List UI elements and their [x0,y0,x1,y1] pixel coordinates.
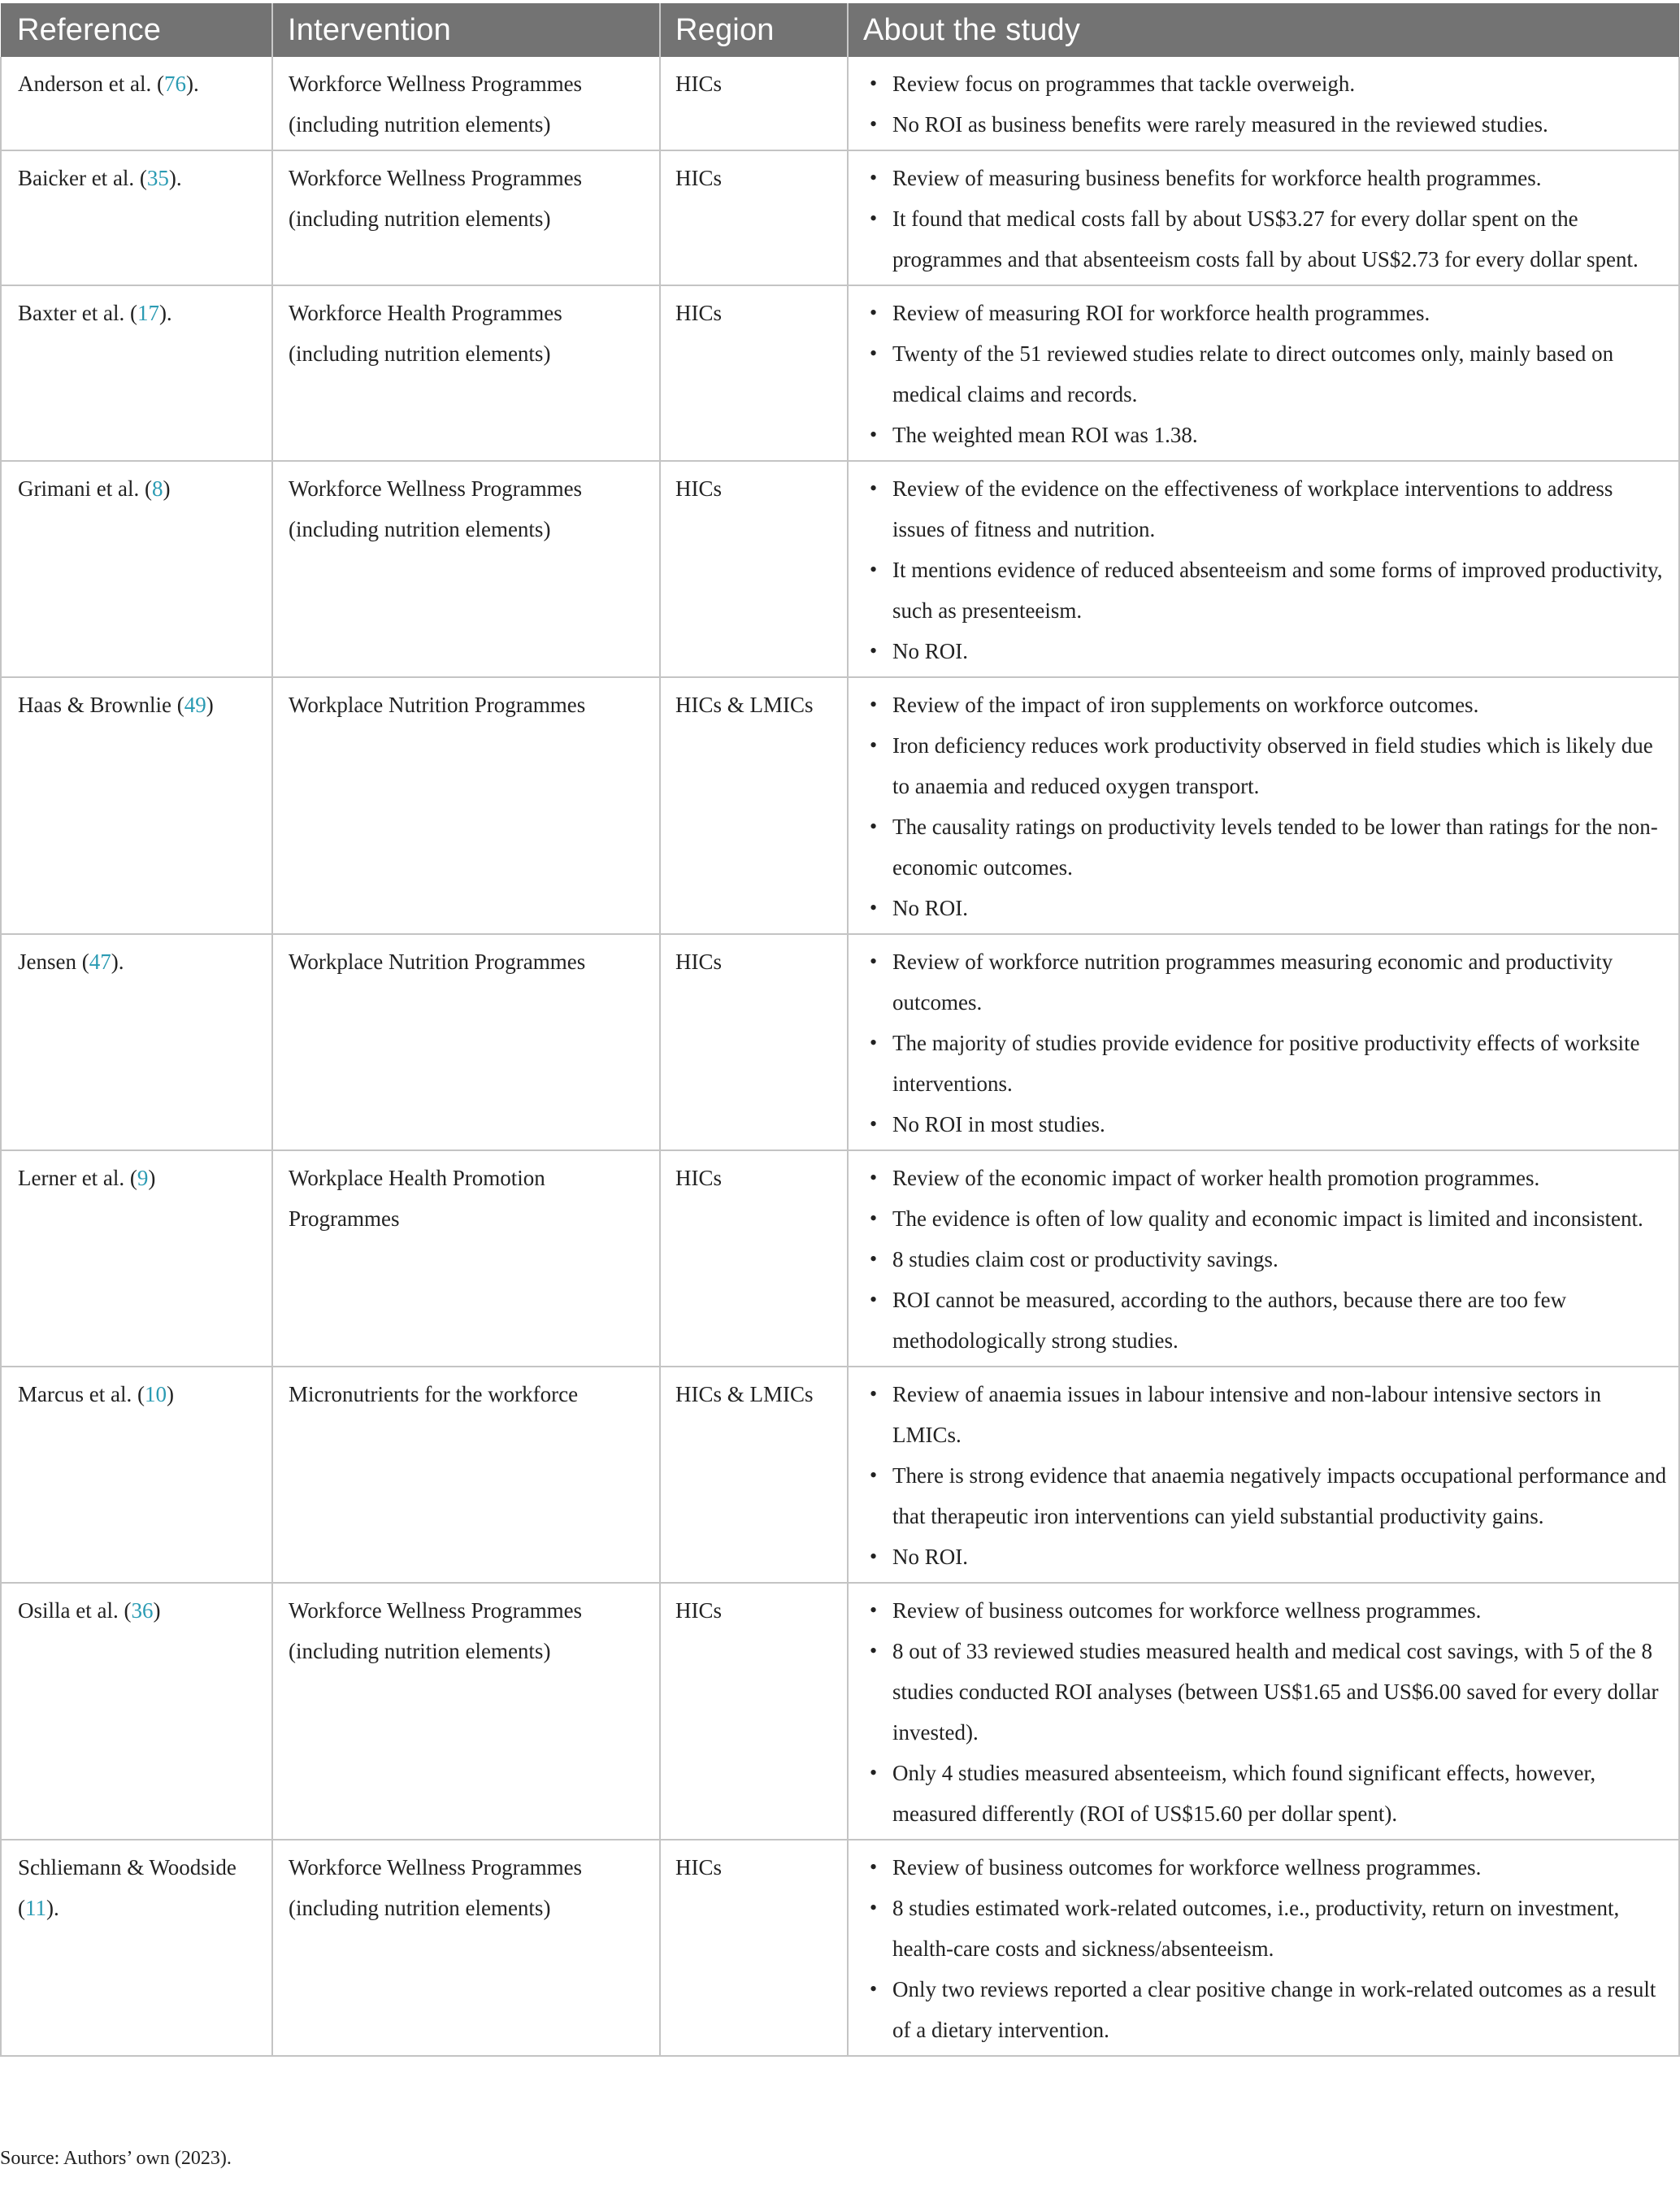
intervention-cell: Workforce Wellness Programmes (including nutrition elements) [272,1840,660,2056]
region-cell: HICs [660,285,848,461]
about-cell [848,150,1679,285]
reference-suffix: ) [163,476,171,501]
list-item: • Review of business outcomes for workforce wellness programmes. [863,1847,1667,1888]
list-item: • The weighted mean ROI was 1.38. [863,415,1667,455]
region-cell: HICs & LMICs [660,677,848,934]
intervention-cell: Workplace Health Promotion Programmes [272,1150,660,1367]
reference-cell [1,150,272,285]
list-item: • 8 studies estimated work-related outcomes, i.e., productivity, return on investment, health-care costs and sickness/absenteeism. [863,1888,1667,1969]
about-list [863,158,1667,280]
list-item: • It found that medical costs fall by about US$3.27 for every dollar spent on the programmes and that absenteeism costs fall by about US$2.73 for every dollar spent. [863,198,1667,280]
reference-cell [1,1367,272,1583]
reference-cell [1,1840,272,2056]
citation-link[interactable]: 11 [25,1896,46,1920]
reference-author: Schliemann & Woodside ( [18,1855,237,1920]
list-item: • The causality ratings on productivity levels tended to be lower than ratings for the non-economic outcomes. [863,806,1667,888]
intervention-cell: Workforce Wellness Programmes (including nutrition elements) [272,57,660,150]
reference-suffix: ) [206,693,214,717]
table-row [1,1367,1679,1583]
about-cell [848,285,1679,461]
reference-author: Marcus et al. ( [18,1382,145,1406]
citation-link[interactable]: 35 [146,166,169,190]
list-item: • No ROI as business benefits were rarely measured in the reviewed studies. [863,104,1667,145]
list-item: • The evidence is often of low quality and economic impact is limited and inconsistent. [863,1198,1667,1239]
table-row [1,285,1679,461]
reference-cell [1,934,272,1150]
header-reference: Reference [1,3,272,57]
region-cell: HICs [660,57,848,150]
about-cell [848,461,1679,677]
reference-cell [1,1150,272,1367]
list-item: • Review of measuring ROI for workforce health programmes. [863,293,1667,333]
reference-suffix: ) [148,1166,156,1190]
list-item: • No ROI. [863,1536,1667,1577]
reference-suffix: ). [46,1896,59,1920]
about-list [863,1590,1667,1834]
citation-link[interactable]: 9 [137,1166,149,1190]
about-cell [848,1367,1679,1583]
list-item: • It mentions evidence of reduced absenteeism and some forms of improved productivity, such as presenteeism. [863,550,1667,631]
intervention-cell: Workforce Wellness Programmes (including nutrition elements) [272,461,660,677]
table-row [1,1583,1679,1840]
header-row [1,3,1679,57]
reference-cell [1,57,272,150]
reference-author: Anderson et al. ( [18,72,164,96]
reference-author: Grimani et al. ( [18,476,152,501]
header-region: Region [660,3,848,57]
about-list [863,1158,1667,1361]
reference-suffix: ). [158,301,172,325]
intervention-cell: Workforce Wellness Programmes (including nutrition elements) [272,150,660,285]
region-cell: HICs & LMICs [660,1367,848,1583]
header-intervention: Intervention [272,3,660,57]
about-cell [848,677,1679,934]
table-row [1,677,1679,934]
list-item: • Only 4 studies measured absenteeism, which found significant effects, however, measured differently (ROI of US$15.60 per dollar spent). [863,1753,1667,1834]
about-list [863,1374,1667,1577]
list-item: • No ROI. [863,631,1667,671]
reference-cell [1,285,272,461]
reference-suffix: ) [153,1598,161,1623]
list-item: • Review of measuring business benefits for workforce health programmes. [863,158,1667,198]
list-item: • Twenty of the 51 reviewed studies relate to direct outcomes only, mainly based on medical claims and records. [863,333,1667,415]
region-cell: HICs [660,1583,848,1840]
region-cell: HICs [660,1150,848,1367]
list-item: • There is strong evidence that anaemia negatively impacts occupational performance and that therapeutic iron interventions can yield substantial productivity gains. [863,1455,1667,1536]
reference-cell [1,1583,272,1840]
citation-link[interactable]: 10 [144,1382,167,1406]
reference-author: Osilla et al. ( [18,1598,132,1623]
reference-suffix: ). [168,166,182,190]
reference-author: Baicker et al. ( [18,166,147,190]
studies-table [0,3,1680,2057]
reference-cell [1,461,272,677]
table-row [1,461,1679,677]
list-item: • The majority of studies provide evidence for positive productivity effects of worksite interventions. [863,1023,1667,1104]
intervention-cell: Workforce Wellness Programmes (including nutrition elements) [272,1583,660,1840]
list-item: • Iron deficiency reduces work productivity observed in field studies which is likely due to anaemia and reduced oxygen transport. [863,725,1667,806]
citation-link[interactable]: 8 [151,476,163,501]
about-cell [848,1840,1679,2056]
about-list [863,468,1667,671]
reference-author: Jensen ( [18,950,89,974]
reference-author: Lerner et al. ( [18,1166,137,1190]
reference-cell [1,677,272,934]
list-item: • ROI cannot be measured, according to the authors, because there are too few methodologically strong studies. [863,1280,1667,1361]
list-item: • No ROI in most studies. [863,1104,1667,1145]
table-row [1,934,1679,1150]
list-item: • Review focus on programmes that tackle overweigh. [863,63,1667,104]
citation-link[interactable]: 17 [137,301,159,325]
list-item: • Review of the evidence on the effectiveness of workplace interventions to address issues of fitness and nutrition. [863,468,1667,550]
reference-author: Haas & Brownlie ( [18,693,184,717]
header-about: About the study [848,3,1679,57]
intervention-cell: Workplace Nutrition Programmes [272,677,660,934]
reference-suffix: ). [111,950,124,974]
citation-link[interactable]: 47 [89,950,111,974]
about-cell [848,57,1679,150]
table-header [1,3,1679,57]
list-item: • Review of workforce nutrition programmes measuring economic and productivity outcomes. [863,941,1667,1023]
citation-link[interactable]: 36 [131,1598,154,1623]
list-item: • Review of the impact of iron supplements on workforce outcomes. [863,684,1667,725]
intervention-cell: Workforce Health Programmes (including nutrition elements) [272,285,660,461]
table-row [1,57,1679,150]
intervention-cell: Workplace Nutrition Programmes [272,934,660,1150]
about-cell [848,1583,1679,1840]
table-container [0,3,1678,2057]
citation-link[interactable]: 76 [163,72,186,96]
citation-link[interactable]: 49 [184,693,206,717]
list-item: • Review of business outcomes for workforce wellness programmes. [863,1590,1667,1631]
region-cell: HICs [660,934,848,1150]
list-item: • 8 studies claim cost or productivity savings. [863,1239,1667,1280]
about-list [863,684,1667,928]
region-cell: HICs [660,461,848,677]
source-note: Source: Authors’ own (2023). [0,2148,232,2169]
region-cell: HICs [660,150,848,285]
intervention-cell: Micronutrients for the workforce [272,1367,660,1583]
about-list [863,63,1667,145]
about-cell [848,934,1679,1150]
list-item: • 8 out of 33 reviewed studies measured health and medical cost savings, with 5 of the 8 studies conducted ROI analyses (between US$1.65 and US$6.00 saved for every dollar invested). [863,1631,1667,1753]
reference-suffix: ) [166,1382,174,1406]
list-item: • Only two reviews reported a clear positive change in work-related outcomes as a result of a dietary intervention. [863,1969,1667,2050]
table-body [1,57,1679,2056]
table-row [1,1150,1679,1367]
table-row [1,1840,1679,2056]
list-item: • No ROI. [863,888,1667,928]
region-cell: HICs [660,1840,848,2056]
reference-suffix: ). [185,72,199,96]
about-list [863,293,1667,455]
list-item: • Review of the economic impact of worker health promotion programmes. [863,1158,1667,1198]
about-cell [848,1150,1679,1367]
list-item: • Review of anaemia issues in labour intensive and non-labour intensive sectors in LMICs. [863,1374,1667,1455]
about-list [863,1847,1667,2050]
about-list [863,941,1667,1145]
reference-author: Baxter et al. ( [18,301,137,325]
table-row [1,150,1679,285]
